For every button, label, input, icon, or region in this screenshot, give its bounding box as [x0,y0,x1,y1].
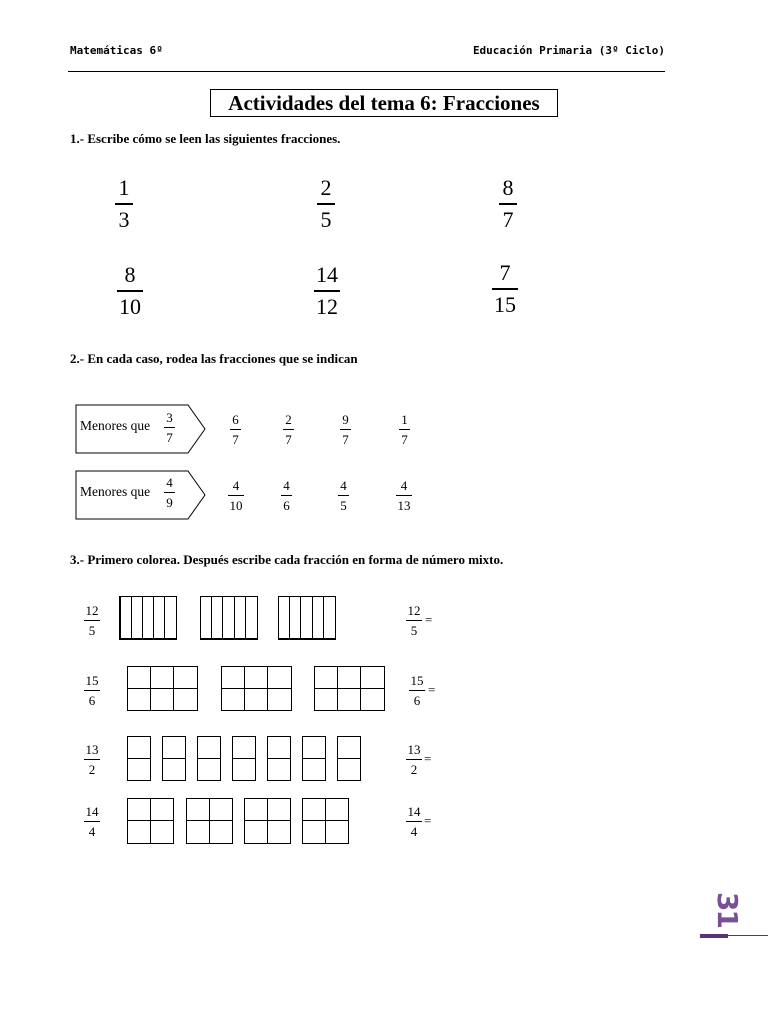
fraction-bar [406,759,422,760]
denominator: 6 [88,693,96,708]
numerator: 15 [410,673,424,688]
q3-row-1-shape-1[interactable] [119,596,177,640]
q2-row-1-option-3[interactable] [340,412,351,447]
denominator: 12 [316,293,338,319]
denominator: 5 [88,623,96,638]
fraction-bar [406,821,422,822]
fraction-bar [230,429,241,430]
q3-row-3-fraction [84,742,100,777]
numerator: 8 [502,175,514,200]
q1-fraction-2 [317,176,335,232]
denominator: 7 [401,432,408,447]
numerator: 4 [340,478,347,493]
numerator: 3 [166,410,173,425]
q3-row-4-answer-fraction [406,804,422,839]
q2-row-1-option-1[interactable] [230,412,241,447]
q3-row-2-shape-2[interactable] [221,666,292,711]
denominator: 3 [118,206,130,232]
denominator: 6 [283,498,290,513]
question-3-text: 3.- Primero colorea. Después escribe cada fracción en forma de número mixto. [70,552,504,567]
denominator: 5 [340,498,347,513]
numerator: 12 [407,603,421,618]
numerator: 4 [166,475,173,490]
q2-row-2-label: Menores que [80,484,151,499]
fraction-bar [283,429,294,430]
fraction-bar [409,690,425,691]
q3-row-4-shape-4[interactable] [302,798,349,844]
numerator: 13 [407,742,421,757]
q3-row-1-equals[interactable]: = [425,612,433,627]
fraction-bar [228,495,244,496]
denominator: 6 [413,693,421,708]
q2-row-1-label: Menores que [80,418,151,433]
q3-row-2-shape-3[interactable] [314,666,385,711]
q2-row-2-option-2[interactable] [281,478,292,513]
fraction-bar [406,620,422,621]
fraction-bar [115,203,133,205]
numerator: 7 [499,260,511,285]
numerator: 4 [232,478,240,493]
fraction-bar [492,288,518,290]
numerator: 14 [85,804,99,819]
header-subject: Matemáticas 6º [70,44,163,57]
q3-row-4-shape-2[interactable] [186,798,233,844]
q2-row-1-reference-fraction [164,410,175,445]
fraction-bar [499,203,517,205]
denominator: 7 [285,432,292,447]
q1-fraction-6 [492,261,518,317]
fraction-bar [84,821,100,822]
numerator: 14 [407,804,421,819]
denominator: 13 [397,498,411,513]
numerator: 1 [118,175,130,200]
denominator: 4 [88,824,96,839]
q3-row-3-shape-7[interactable] [337,736,361,781]
fraction-bar [396,495,412,496]
q3-row-4-fraction [84,804,100,839]
numerator: 4 [400,478,408,493]
fraction-bar [84,620,100,621]
denominator: 7 [342,432,349,447]
q3-row-4-shape-3[interactable] [244,798,291,844]
denominator: 10 [229,498,243,513]
denominator: 7 [232,432,239,447]
numerator: 6 [232,412,239,427]
q3-row-3-shape-6[interactable] [302,736,326,781]
denominator: 9 [166,495,173,510]
numerator: 12 [85,603,99,618]
numerator: 1 [401,412,408,427]
denominator: 2 [410,762,418,777]
q1-fraction-4 [117,263,143,319]
q3-row-1-answer-fraction [406,603,422,638]
denominator: 4 [410,824,418,839]
q3-row-2-shape-1[interactable] [127,666,198,711]
denominator: 5 [410,623,418,638]
fraction-bar [164,492,175,493]
q3-row-1-fraction [84,603,100,638]
numerator: 15 [85,673,99,688]
q3-row-3-shape-5[interactable] [267,736,291,781]
q3-row-2-answer-fraction [409,673,425,708]
q3-row-3-shape-1[interactable] [127,736,151,781]
fraction-bar [338,495,349,496]
denominator: 10 [119,293,141,319]
numerator: 2 [320,175,332,200]
q3-row-2-fraction [84,673,100,708]
fraction-bar [399,429,410,430]
fraction-bar [84,690,100,691]
denominator: 15 [494,291,516,317]
fraction-bar [317,203,335,205]
fraction-bar [164,427,175,428]
page-number-rule-thin [728,935,768,936]
q3-row-2-equals[interactable]: = [428,682,436,697]
q2-row-2-reference-fraction [164,475,175,510]
q1-fraction-1 [115,176,133,232]
q3-row-3-shape-4[interactable] [232,736,256,781]
denominator: 5 [320,206,332,232]
fraction-bar [314,290,340,292]
fraction-bar [84,759,100,760]
q3-row-1-shape-2[interactable] [200,596,258,640]
q2-row-2-option-4[interactable] [396,478,412,513]
denominator: 2 [88,762,96,777]
header-level: Educación Primaria (3º Ciclo) [472,44,665,57]
numerator: 8 [124,262,136,287]
q3-row-4-equals[interactable]: = [424,813,432,828]
header-divider [68,71,665,72]
q3-row-4-shape-1[interactable] [127,798,174,844]
numerator: 2 [285,412,292,427]
q2-row-1-option-2[interactable] [283,412,294,447]
q2-row-2-option-1[interactable] [228,478,244,513]
q2-row-2-option-3[interactable] [338,478,349,513]
q2-row-1-option-4[interactable] [399,412,410,447]
denominator: 7 [502,206,514,232]
question-2-text: 2.- En cada caso, rodea las fracciones que se indican [70,351,358,366]
q3-row-3-equals[interactable]: = [424,751,432,766]
q3-row-3-shape-2[interactable] [162,736,186,781]
page-title: Actividades del tema 6: Fracciones [210,89,558,117]
q3-row-3-shape-3[interactable] [197,736,221,781]
numerator: 13 [85,742,99,757]
numerator: 4 [283,478,290,493]
page-number-rule [700,934,728,938]
q1-fraction-3 [499,176,517,232]
numerator: 9 [342,412,349,427]
q3-row-3-answer-fraction [406,742,422,777]
fraction-bar [340,429,351,430]
question-1-text: 1.- Escribe cómo se leen las siguientes fracciones. [70,131,341,146]
fraction-bar [281,495,292,496]
denominator: 7 [166,430,173,445]
q3-row-1-shape-3[interactable] [278,596,336,640]
fraction-bar [117,290,143,292]
page-number: 31 [710,892,744,927]
q1-fraction-5 [314,263,340,319]
numerator: 14 [316,262,338,287]
